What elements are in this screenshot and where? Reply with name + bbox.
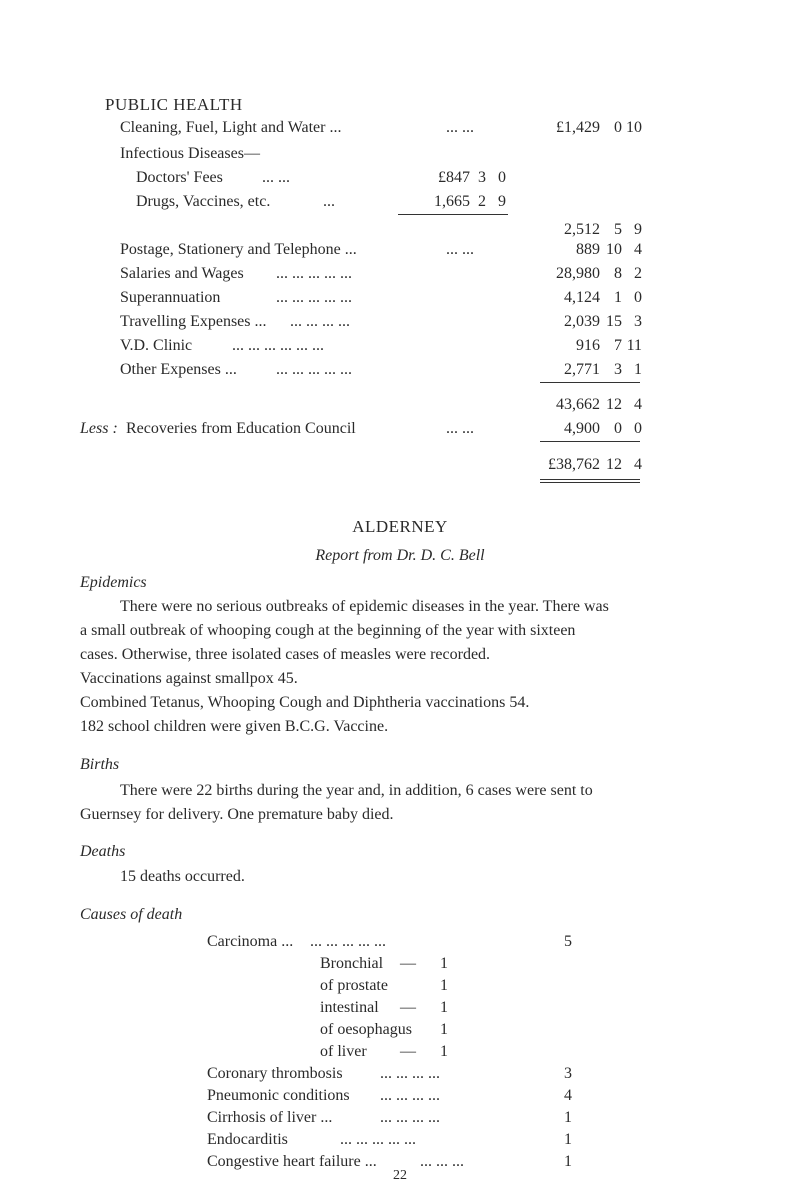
item-label-other-expenses: Other Expenses ... — [120, 361, 237, 378]
amount-pounds: 4,124 — [564, 289, 600, 306]
dot-leader: ... ... ... ... — [380, 1109, 440, 1126]
total-rule — [540, 441, 640, 442]
subheading-deaths: Deaths — [80, 843, 126, 860]
subcause-count: 1 — [440, 1043, 448, 1060]
amount-pounds: 2,039 — [564, 313, 600, 330]
report-byline: Report from Dr. D. C. Bell — [315, 547, 485, 564]
amount-pence: 9 — [634, 221, 642, 238]
vaccination-line: 182 school children were given B.C.G. Vaccine. — [80, 718, 389, 735]
subtotal-rule — [540, 382, 640, 383]
cause-label: Congestive heart failure ... — [207, 1153, 377, 1170]
total-rule — [540, 482, 640, 483]
subheading-births: Births — [80, 756, 120, 773]
cause-count: 1 — [564, 1131, 572, 1148]
subcause-dash: — — [400, 1043, 416, 1060]
item-label-recoveries: Recoveries from Education Council — [126, 420, 356, 437]
cause-count: 4 — [564, 1087, 572, 1104]
paragraph-line: There were no serious outbreaks of epidemic diseases in the year. There was — [120, 598, 609, 615]
amount-shillings: 7 — [614, 337, 622, 354]
item-label-travelling: Travelling Expenses ... — [120, 313, 267, 330]
cause-count: 1 — [564, 1109, 572, 1126]
amount-pence: 10 — [626, 119, 642, 136]
total-rule — [540, 479, 640, 480]
subheading-epidemics: Epidemics — [80, 574, 147, 591]
amount-shillings: 2 — [478, 193, 486, 210]
item-label-superannuation: Superannuation — [120, 289, 221, 306]
subcause-count: 1 — [440, 1021, 448, 1038]
paragraph-line: Guernsey for delivery. One premature baby died. — [80, 806, 394, 823]
vaccination-line: Combined Tetanus, Whooping Cough and Diphtheria vaccinations 54. — [80, 694, 530, 711]
amount-shillings: 12 — [606, 396, 622, 413]
amount-pounds: 1,665 — [434, 193, 470, 210]
subcause-count: 1 — [440, 977, 448, 994]
amount-pence: 0 — [634, 420, 642, 437]
paragraph-line: cases. Otherwise, three isolated cases of measles were recorded. — [80, 646, 491, 663]
cause-label: Coronary thrombosis — [207, 1065, 343, 1082]
paragraph-line: a small outbreak of whooping cough at the beginning of the year with sixteen — [80, 622, 576, 639]
amount-pounds: 43,662 — [556, 396, 600, 413]
section-title-alderney: ALDERNEY — [352, 517, 448, 536]
subcause-dash: — — [400, 999, 416, 1016]
amount-pounds: £1,429 — [556, 119, 600, 136]
item-label-infectious-diseases: Infectious Diseases— — [120, 145, 260, 162]
dot-leader: ... ... ... ... — [380, 1065, 440, 1082]
amount-pence: 2 — [634, 265, 642, 282]
cause-count: 3 — [564, 1065, 572, 1082]
section-title-public-health: PUBLIC HEALTH — [105, 95, 243, 114]
item-label-vd-clinic: V.D. Clinic — [120, 337, 193, 354]
amount-shillings: 0 — [614, 119, 622, 136]
dot-leader: ... ... ... ... — [290, 313, 350, 330]
item-label-salaries: Salaries and Wages — [120, 265, 244, 282]
dot-leader: ... ... ... ... ... ... — [232, 337, 324, 354]
item-label-drugs: Drugs, Vaccines, etc. — [136, 193, 271, 210]
dot-leader: ... ... — [446, 119, 474, 136]
subheading-causes-of-death: Causes of death — [80, 906, 183, 923]
subcause-label: of prostate — [320, 977, 388, 994]
cause-label: Cirrhosis of liver ... — [207, 1109, 333, 1126]
amount-pounds: £847 — [438, 169, 470, 186]
cause-label: Endocarditis — [207, 1131, 288, 1148]
subtotal-rule — [398, 214, 508, 215]
amount-pence: 0 — [498, 169, 506, 186]
amount-pounds-total: £38,762 — [548, 456, 600, 473]
dot-leader: ... ... ... ... ... — [340, 1131, 416, 1148]
subcause-dash: — — [400, 955, 416, 972]
dot-leader: ... ... ... — [420, 1153, 464, 1170]
dot-leader: ... ... — [446, 241, 474, 258]
dot-leader: ... — [323, 193, 335, 210]
cause-label-carcinoma: Carcinoma ... — [207, 933, 294, 950]
amount-pence: 4 — [634, 241, 642, 258]
dot-leader: ... ... ... ... ... — [276, 289, 352, 306]
dot-leader: ... ... ... ... ... — [276, 265, 352, 282]
amount-pence: 3 — [634, 313, 642, 330]
cause-count: 5 — [564, 933, 572, 950]
subcause-count: 1 — [440, 955, 448, 972]
amount-shillings: 0 — [614, 420, 622, 437]
amount-shillings: 3 — [478, 169, 486, 186]
cause-count: 1 — [564, 1153, 572, 1170]
dot-leader: ... ... ... ... ... — [310, 933, 386, 950]
amount-shillings: 3 — [614, 361, 622, 378]
deaths-text: 15 deaths occurred. — [120, 868, 245, 885]
subcause-label: Bronchial — [320, 955, 384, 972]
amount-pounds: 916 — [576, 337, 600, 354]
subcause-count: 1 — [440, 999, 448, 1016]
amount-shillings: 5 — [614, 221, 622, 238]
dot-leader: ... ... — [262, 169, 290, 186]
amount-shillings-total: 12 — [606, 456, 622, 473]
amount-shillings: 10 — [606, 241, 622, 258]
amount-pounds: 2,512 — [564, 221, 600, 238]
subcause-label: of liver — [320, 1043, 367, 1060]
amount-pence: 11 — [626, 337, 642, 354]
amount-pence: 4 — [634, 396, 642, 413]
item-label-postage: Postage, Stationery and Telephone ... — [120, 241, 357, 258]
dot-leader: ... ... ... ... ... — [276, 361, 352, 378]
amount-pence: 0 — [634, 289, 642, 306]
item-label-doctors-fees: Doctors' Fees — [136, 169, 223, 186]
dot-leader: ... ... ... ... — [380, 1087, 440, 1104]
subcause-label: intestinal — [320, 999, 379, 1016]
amount-shillings: 15 — [606, 313, 622, 330]
amount-pence-total: 4 — [634, 456, 642, 473]
subcause-label: of oesophagus — [320, 1021, 412, 1038]
less-label: Less : — [80, 420, 118, 437]
amount-pence: 9 — [498, 193, 506, 210]
amount-shillings: 8 — [614, 265, 622, 282]
vaccination-line: Vaccinations against smallpox 45. — [80, 670, 298, 687]
paragraph-line: There were 22 births during the year and, in addition, 6 cases were sent to — [120, 782, 593, 799]
amount-pounds: 28,980 — [556, 265, 600, 282]
page-number: 22 — [393, 1168, 407, 1183]
amount-pounds: 4,900 — [564, 420, 600, 437]
dot-leader: ... ... — [446, 420, 474, 437]
item-label-cleaning: Cleaning, Fuel, Light and Water ... — [120, 119, 342, 136]
amount-pounds: 889 — [576, 241, 600, 258]
cause-label: Pneumonic conditions — [207, 1087, 350, 1104]
amount-pounds: 2,771 — [564, 361, 600, 378]
amount-pence: 1 — [634, 361, 642, 378]
amount-shillings: 1 — [614, 289, 622, 306]
